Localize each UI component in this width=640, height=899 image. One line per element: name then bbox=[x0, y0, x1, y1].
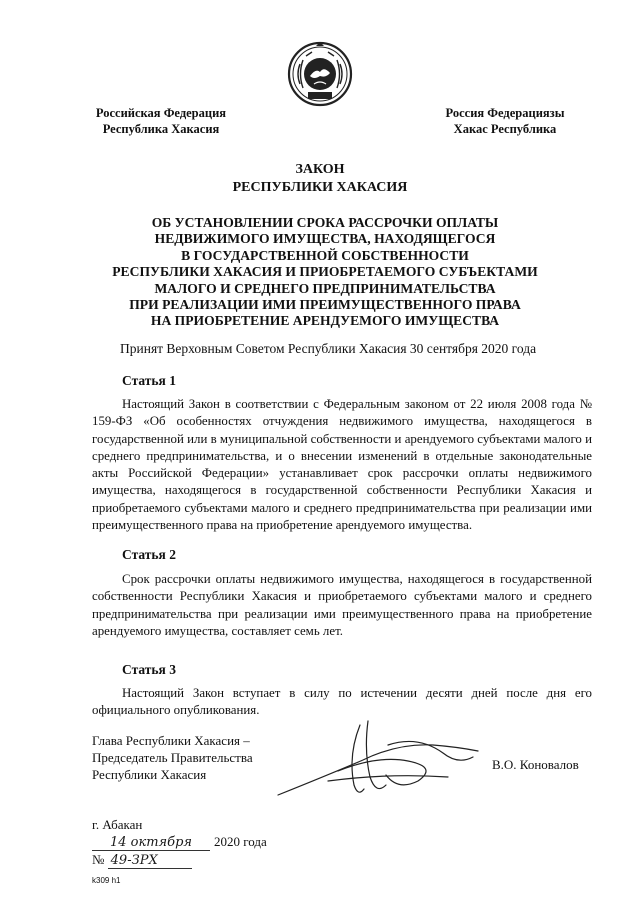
header-right bbox=[440, 105, 570, 137]
signatory-title bbox=[92, 732, 253, 783]
signatory-title-line: Председатель Правительства bbox=[92, 750, 253, 765]
header-left bbox=[86, 105, 236, 137]
law-subject-line: В ГОСУДАРСТВЕННОЙ СОБСТВЕННОСТИ bbox=[181, 247, 469, 263]
adoption-statement: Принят Верховным Советом Республики Хакасия 30 сентября 2020 года bbox=[120, 341, 537, 356]
law-number bbox=[92, 852, 192, 869]
law-subject bbox=[80, 215, 570, 330]
number-sign: № bbox=[92, 852, 105, 867]
signing-date bbox=[92, 834, 267, 851]
law-subject-line: ОБ УСТАНОВЛЕНИИ СРОКА РАССРОЧКИ ОПЛАТЫ bbox=[151, 215, 499, 230]
handwritten-signature bbox=[268, 715, 488, 805]
law-subject-line: МАЛОГО И СРЕДНЕГО ПРЕДПРИНИМАТЕЛЬСТВА bbox=[154, 280, 496, 296]
date-year: 2020 года bbox=[214, 834, 267, 849]
header-left-line-2: Республика Хакасия bbox=[102, 122, 220, 136]
article-3-heading: Статья 3 bbox=[122, 662, 176, 677]
law-subject-line: НА ПРИОБРЕТЕНИЕ АРЕНДУЕМОГО ИМУЩЕСТВА bbox=[150, 313, 500, 329]
handwritten-law-number: 49-ЗРХ bbox=[108, 853, 192, 869]
place-of-signing: г. Абакан bbox=[92, 817, 143, 832]
header-left-line-1: Российская Федерация bbox=[95, 106, 227, 120]
header-right-line-2: Хакас Республика bbox=[453, 122, 557, 136]
law-subject-line: НЕДВИЖИМОГО ИМУЩЕСТВА, НАХОДЯЩЕГОСЯ bbox=[154, 231, 496, 247]
article-1-text: Настоящий Закон в соответствии с Федеральным законом от 22 июля 2008 года № 159-ФЗ «Об особенностях отчуждения недвижимого имущества, находящегося в государственной или в муниципальной собственности и арендуемого субъектами малого и среднего предпринимательства, и о внесении изменений в отдельные законодательные акты Российской Федерации» устанавливает срок рассрочки оплаты недвижимого имущества, находящегося в государственной собственности Республики Хакасия и приобретаемого субъектами малого и среднего предпринимательства при реализации ими преимущественного права на приобретение арендуемого имущества. bbox=[92, 397, 592, 533]
article-2-text: Срок рассрочки оплаты недвижимого имущества, находящегося в государственной собственности Республики Хакасия и приобретаемого субъектами малого и среднего предпринимательства при реализации ими преимущественного права на приобретение арендуемого имущества, составляет семь лет. bbox=[92, 572, 592, 638]
article-2-heading: Статья 2 bbox=[122, 547, 176, 562]
handwritten-date: 14 октября bbox=[92, 835, 210, 851]
signatory-name: В.О. Коновалов bbox=[492, 757, 579, 772]
law-subject-line: ПРИ РЕАЛИЗАЦИИ ИМИ ПРЕИМУЩЕСТВЕННОГО ПРАВА bbox=[129, 297, 521, 313]
law-subject-line: РЕСПУБЛИКИ ХАКАСИЯ И ПРИОБРЕТАЕМОГО СУБЪЕКТАМИ bbox=[112, 264, 538, 280]
article-1-heading: Статья 1 bbox=[122, 373, 176, 388]
signatory-title-line: Республики Хакасия bbox=[92, 767, 207, 782]
header-right-line-1: Россия Федерациязы bbox=[445, 106, 565, 120]
document-title-republic: РЕСПУБЛИКИ ХАКАСИЯ bbox=[232, 180, 408, 195]
coat-of-arms-emblem bbox=[286, 40, 354, 108]
footer-code: k309 h1 bbox=[92, 876, 121, 885]
document-title: ЗАКОН bbox=[295, 162, 345, 177]
signatory-title-line: Глава Республики Хакасия – bbox=[92, 733, 250, 748]
article-3-text: Настоящий Закон вступает в силу по истечении десяти дней после дня его официального опубликования. bbox=[92, 686, 592, 718]
